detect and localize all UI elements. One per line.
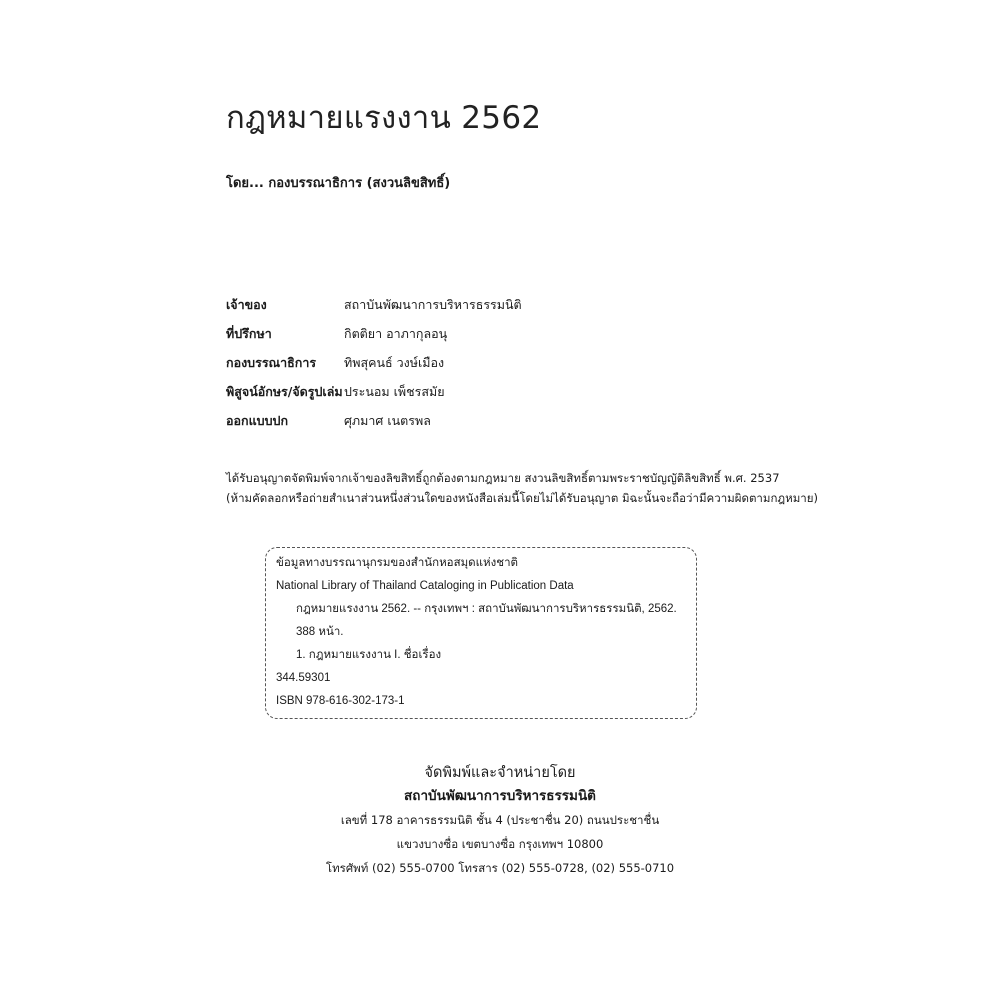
publisher-address-line-1: เลขที่ 178 อาคารธรรมนิติ ชั้น 4 (ประชาชื่น 20) ถนนประชาชื่น	[340, 813, 660, 827]
publisher-address-line-2: แขวงบางซื่อ เขตบางซื่อ กรุงเทพฯ 10800	[396, 837, 604, 851]
credit-role: เจ้าของ	[226, 296, 267, 312]
credit-name: กิตติยา อาภากุลอนุ	[344, 325, 448, 341]
publisher-block	[250, 762, 750, 880]
credit-row-owner	[226, 290, 786, 319]
credit-role: ที่ปรึกษา	[226, 325, 272, 341]
book-title: กฎหมายแรงงาน 2562	[226, 100, 542, 136]
copyright-line: ได้รับอนุญาตจัดพิมพ์จากเจ้าของลิขสิทธิ์ถูกต้องตามกฎหมาย สงวนลิขสิทธิ์ตามพระราชบัญญัติลิขสิทธิ์ พ.ศ. 2537	[226, 471, 780, 485]
publisher-phone: โทรศัพท์ (02) 555-0700 โทรสาร (02) 555-0728, (02) 555-0710	[325, 861, 675, 875]
copyright-notice	[226, 468, 818, 508]
publisher-name: สถาบันพัฒนาการบริหารธรรมนิติ	[404, 788, 596, 804]
credit-name: ประนอม เพ็ชรสมัย	[344, 383, 445, 399]
cip-heading-english: National Library of Thailand Cataloging in Publication Data	[276, 580, 574, 592]
cataloging-in-publication-box	[265, 547, 697, 719]
credit-name: สถาบันพัฒนาการบริหารธรรมนิติ	[344, 296, 522, 312]
credit-row-editorial	[226, 348, 786, 377]
credit-name: ทิพสุคนธ์ วงษ์เมือง	[344, 354, 445, 370]
credits-list	[226, 290, 786, 435]
cip-entry: กฎหมายแรงงาน 2562. -- กรุงเทพฯ : สถาบันพัฒนาการบริหารธรรมนิติ, 2562.	[296, 603, 677, 615]
publisher-heading: จัดพิมพ์และจำหน่ายโดย	[424, 765, 576, 781]
cip-isbn: ISBN 978-616-302-173-1	[276, 695, 405, 707]
credit-row-proofreading	[226, 377, 786, 406]
copyright-warning: (ห้ามคัดลอกหรือถ่ายสำเนาส่วนหนึ่งส่วนใดของหนังสือเล่มนี้โดยไม่ได้รับอนุญาต มิฉะนั้นจะถือว่ามีความผิดตามกฎหมาย)	[226, 491, 818, 505]
credit-row-cover-design	[226, 406, 786, 435]
cip-pages: 388 หน้า.	[296, 626, 344, 638]
author-line: โดย... กองบรรณาธิการ (สงวนลิขสิทธิ์)	[226, 176, 451, 191]
credit-role: ออกแบบปก	[226, 412, 289, 428]
credit-role: กองบรรณาธิการ	[226, 354, 317, 370]
credit-role: พิสูจน์อักษร/จัดรูปเล่ม	[226, 383, 343, 399]
credit-name: ศุภมาศ เนตรพล	[344, 412, 431, 428]
cip-classification: 344.59301	[276, 672, 331, 684]
credit-row-advisor	[226, 319, 786, 348]
cip-subject: 1. กฎหมายแรงงาน I. ชื่อเรื่อง	[296, 649, 442, 661]
cip-heading-thai: ข้อมูลทางบรรณานุกรมของสำนักหอสมุดแห่งชาติ	[276, 557, 518, 569]
